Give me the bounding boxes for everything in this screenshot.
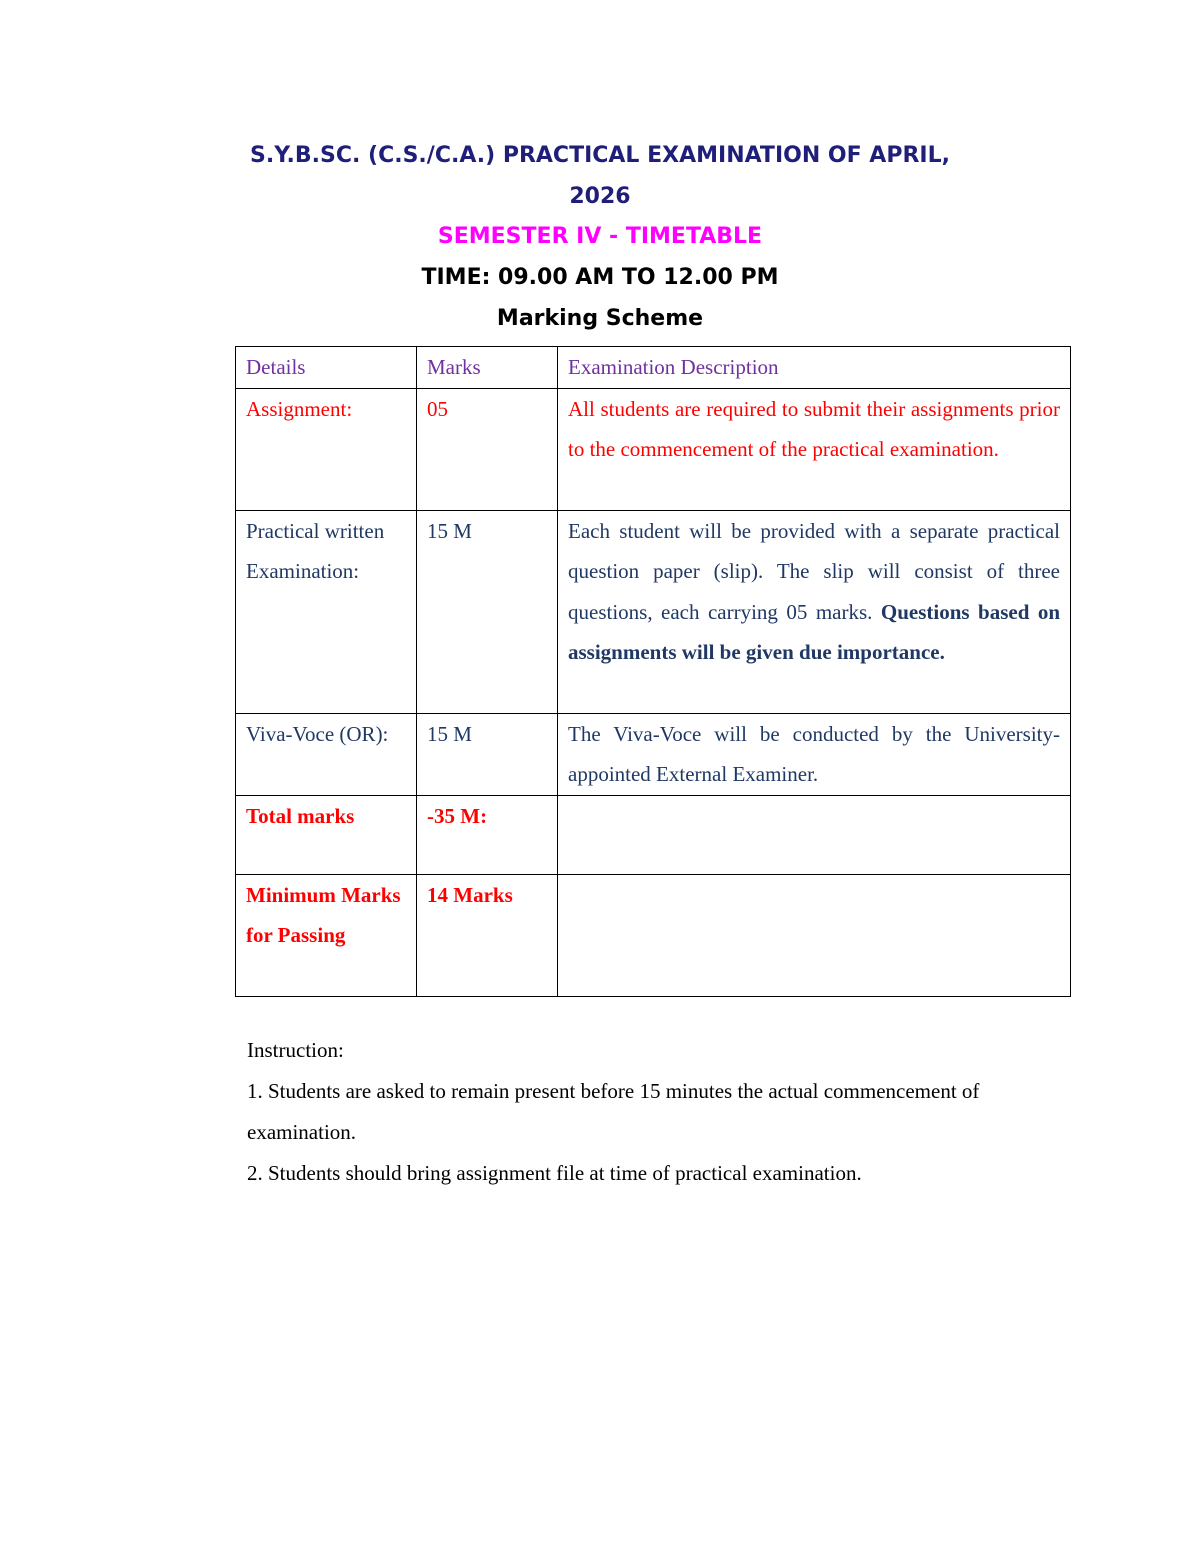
table-row-total	[236, 795, 1071, 874]
row-marks: -35 M:	[417, 795, 558, 874]
instructions-heading: Instruction:	[247, 1038, 344, 1062]
instruction-item: 1. Students are asked to remain present before 15 minutes the actual commencement of examination.	[247, 1079, 980, 1144]
document-title-year: 2026	[569, 184, 631, 209]
row-details: Total marks	[236, 795, 417, 874]
semester-title: SEMESTER IV - TIMETABLE	[437, 224, 763, 249]
row-marks: 05	[417, 388, 558, 510]
row-marks: 15 M	[417, 510, 558, 713]
row-details: Practical written Examination:	[236, 510, 417, 713]
instruction-item: 2. Students should bring assignment file at time of practical examination.	[247, 1161, 862, 1185]
instructions-section	[247, 1030, 1062, 1194]
row-marks: 15 M	[417, 713, 558, 795]
row-description-text: Each student will be provided with a separate practical question paper (slip). The slip will consist of three questions, each carrying 05 marks.	[568, 518, 1060, 624]
document-title: S.Y.B.SC. (C.S./C.A.) PRACTICAL EXAMINATION OF APRIL,	[250, 143, 950, 168]
row-description: All students are required to submit their assignments prior to the commencement of the practical examination.	[558, 388, 1071, 510]
row-description	[558, 795, 1071, 874]
column-header-description: Examination Description	[558, 347, 1071, 389]
row-marks: 14 Marks	[417, 874, 558, 996]
row-description-emphasis: Questions based on assignments will be given due importance.	[568, 599, 1061, 664]
marking-scheme-table	[235, 346, 1071, 997]
exam-time: TIME: 09.00 AM TO 12.00 PM	[421, 265, 779, 290]
column-header-details: Details	[236, 347, 417, 389]
row-description	[558, 510, 1071, 713]
table-caption: Marking Scheme	[496, 306, 704, 331]
table-row-minimum	[236, 874, 1071, 996]
row-description: The Viva-Voce will be conducted by the University-appointed External Examiner.	[558, 713, 1071, 795]
row-details: Assignment:	[236, 388, 417, 510]
table-row	[236, 713, 1071, 795]
table-header-row	[236, 347, 1071, 389]
table-row	[236, 388, 1071, 510]
row-details: Viva-Voce (OR):	[236, 713, 417, 795]
row-details: Minimum Marks for Passing	[236, 874, 417, 996]
table-row	[236, 510, 1071, 713]
row-description	[558, 874, 1071, 996]
column-header-marks: Marks	[417, 347, 558, 389]
